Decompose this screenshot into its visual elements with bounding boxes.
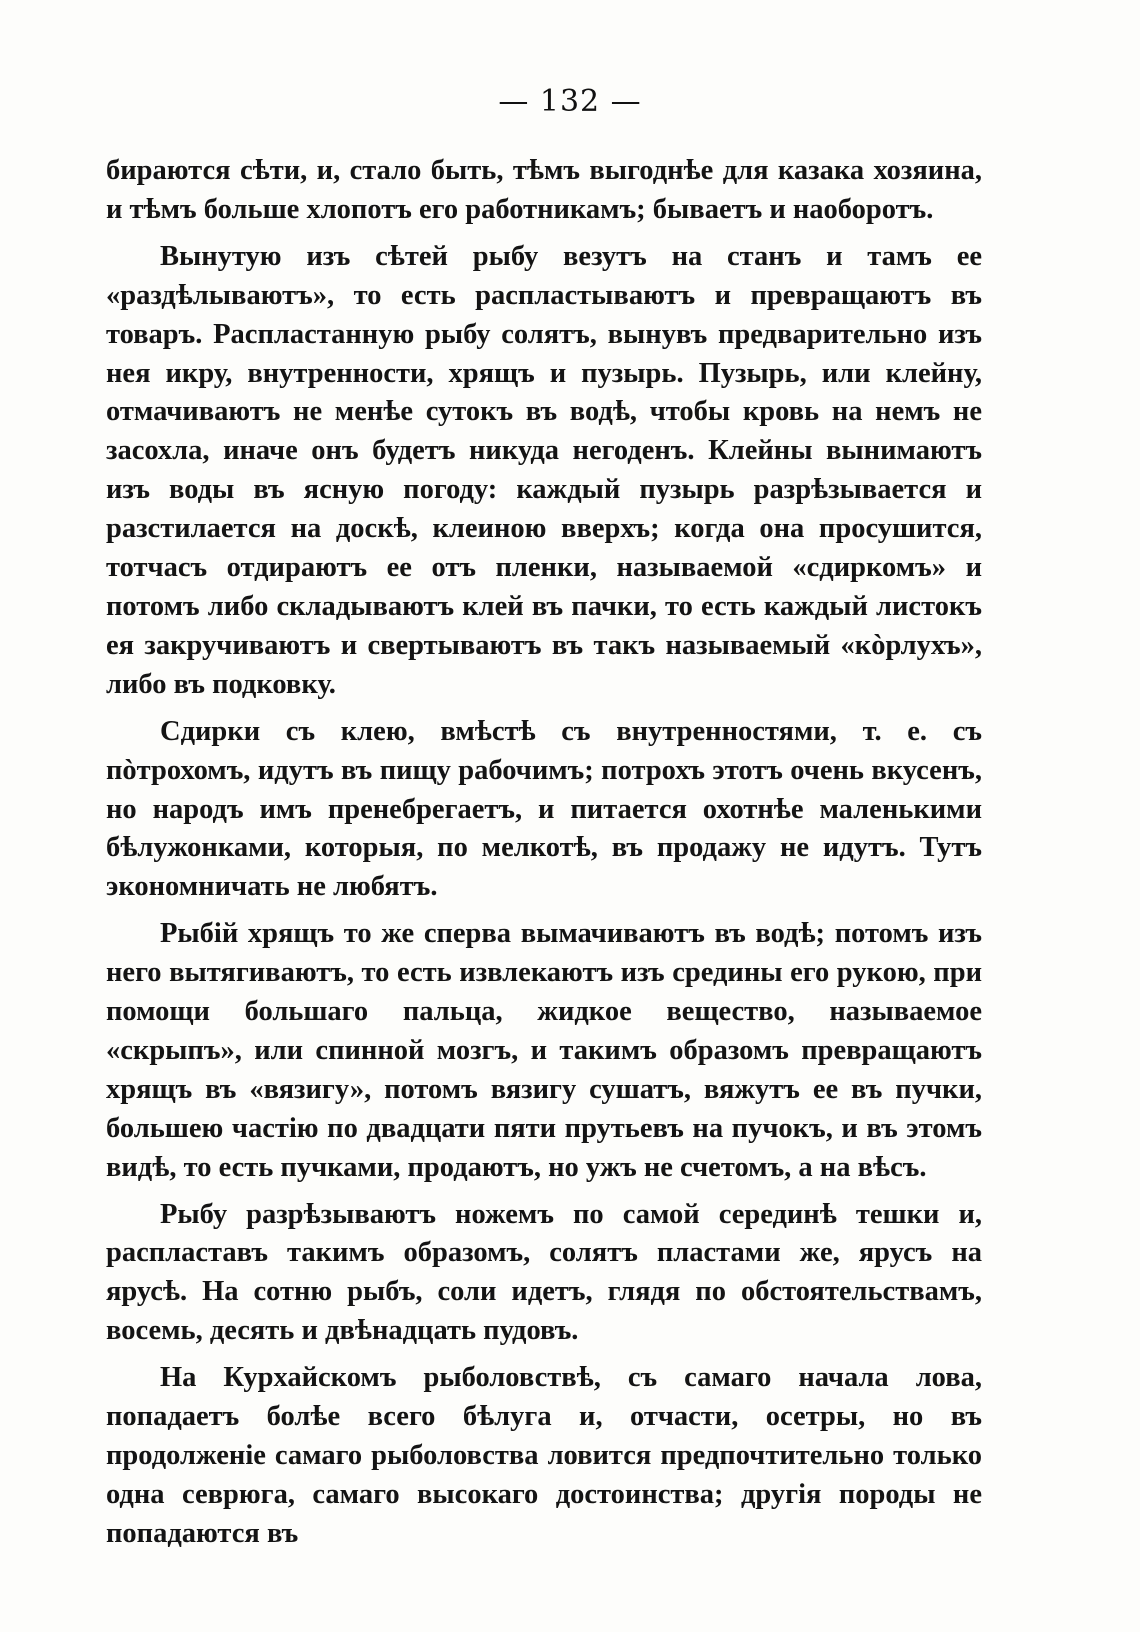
paragraph-4: Рыбій хрящъ то же сперва вымачиваютъ въ водѣ; потомъ изъ него вытягиваютъ, то есть извлекаютъ изъ средины его рукою, при помощи большаго пальца, жидкое вещество, называемое «скрыпъ», или спинной мозгъ, и такимъ образомъ превращаютъ хрящъ въ «вязигу», потомъ вязигу сушатъ, вяжутъ ее въ пучки, большею частію по двадцати пяти прутьевъ на пучокъ, и въ этомъ видѣ, то есть пучками, продаютъ, но ужъ не счетомъ, а на вѣсъ. xyxy=(106,918,982,1183)
paragraph-1: бираются сѣти, и, стало быть, тѣмъ выгоднѣе для казака хозяина, и тѣмъ больше хлопотъ его работникамъ; бываетъ и наоборотъ. xyxy=(106,155,982,225)
paragraph-3: Сдирки съ клею, вмѣстѣ съ внутренностями, т. е. съ пòтрохомъ, идутъ въ пищу рабочимъ; потрохъ этотъ очень вкусенъ, но народъ имъ пренебрегаетъ, и питается охотнѣе маленькими бѣлужонками, которыя, по мелкотѣ, въ продажу не идутъ. Тутъ экономничать не любятъ. xyxy=(106,715,982,903)
paragraph-2: Вынутую изъ сѣтей рыбу везутъ на станъ и тамъ ее «раздѣлываютъ», то есть распластываютъ и превращаютъ въ товаръ. Распластанную рыбу солятъ, вынувъ предварительно изъ нея икру, внутренности, хрящъ и пузырь. Пузырь, или клейну, отмачиваютъ не менѣе сутокъ въ водѣ, чтобы кровь на немъ не засохла, иначе онъ будетъ никуда негоденъ. Клейны вынимаютъ изъ воды въ ясную погоду: каждый пузырь разрѣзывается и разстилается на доскѣ, клеиною вверхъ; когда она просушится, тотчасъ отдираютъ ее отъ пленки, называемой «сдиркомъ» и потомъ либо складываютъ клей въ пачки, то есть каждый листокъ ея закручиваютъ и свертываютъ въ такъ называемый «кòрлухъ», либо въ подковку. xyxy=(106,240,982,700)
paragraph-5: Рыбу разрѣзываютъ ножемъ по самой серединѣ тешки и, распластавъ такимъ образомъ, солятъ пластами же, ярусъ на ярусѣ. На сотню рыбъ, соли идетъ, глядя по обстоятельствамъ, восемь, десять и двѣнадцать пудовъ. xyxy=(106,1198,982,1347)
paragraph-6: На Курхайскомъ рыболовствѣ, съ самаго начала лова, попадаетъ болѣе всего бѣлуга и, отчасти, осетры, но въ продолженіе самаго рыболовства ловится предпочтительно только одна севрюга, самаго высокаго достоинства; другія породы не попадаются въ xyxy=(106,1362,982,1549)
page-number: — 132 — xyxy=(498,84,642,119)
body-text xyxy=(106,152,982,1554)
